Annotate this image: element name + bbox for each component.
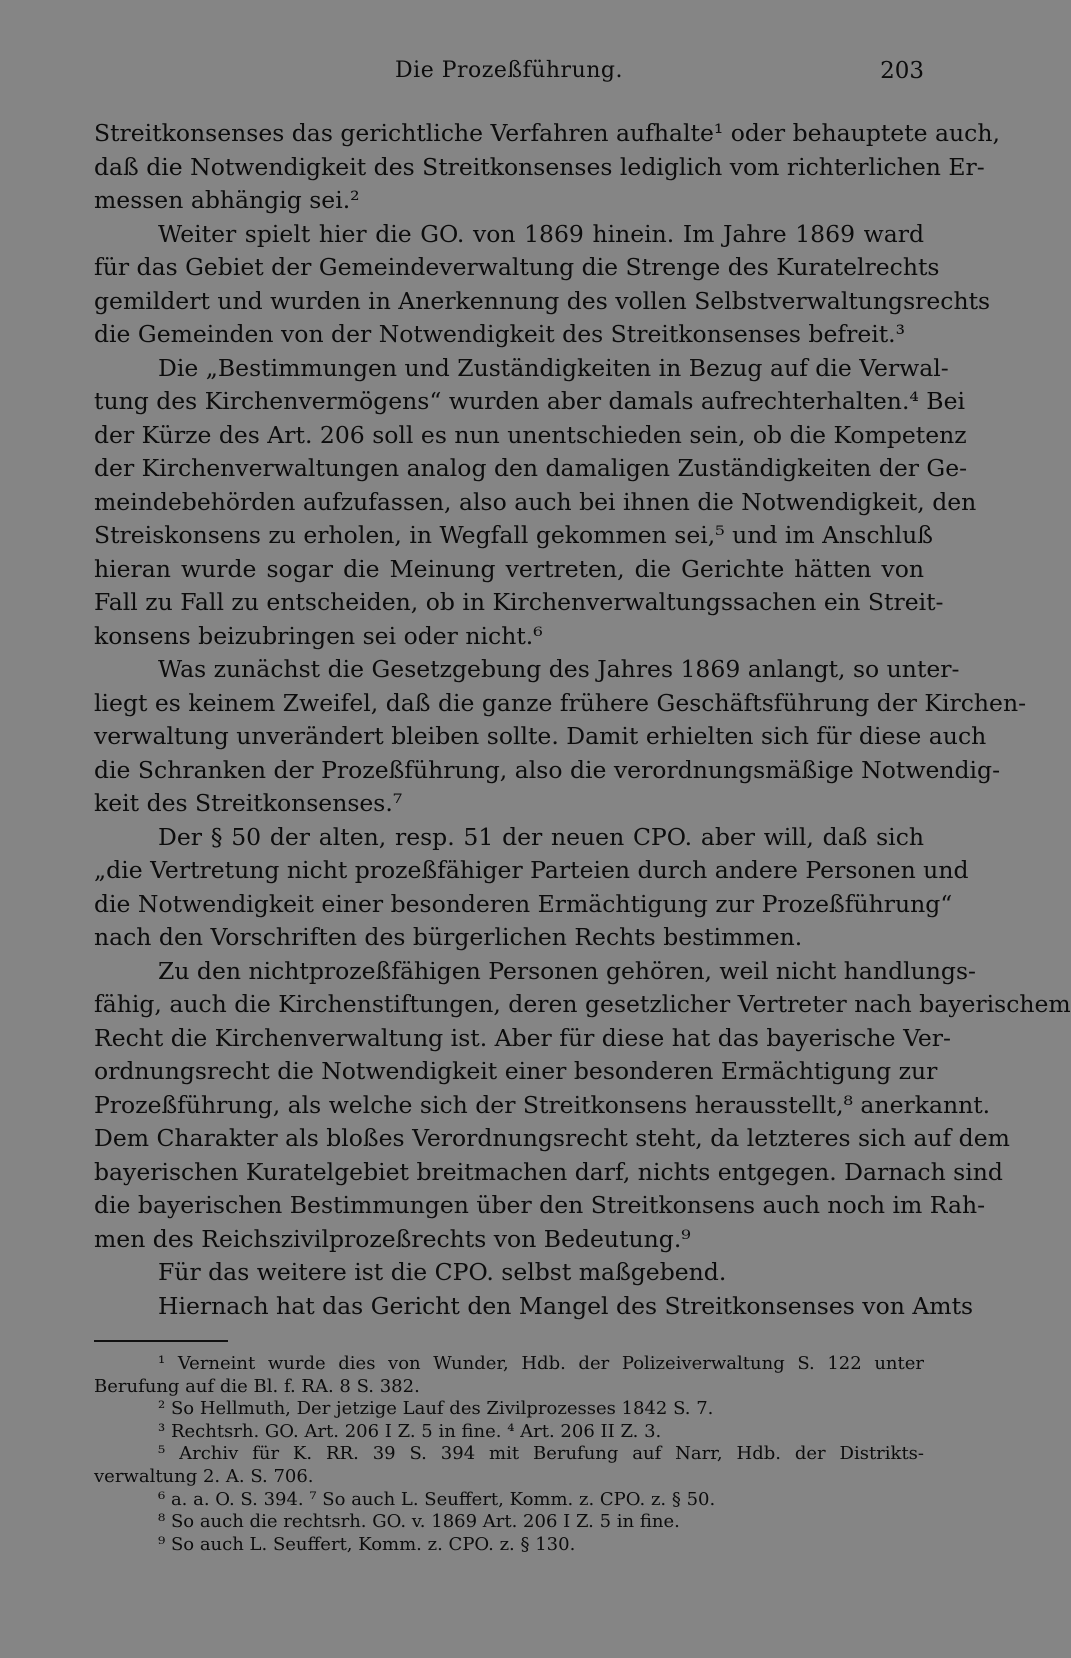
footnote-line: verwaltung 2. A. S. 706. bbox=[94, 1465, 314, 1487]
page-header bbox=[94, 58, 924, 92]
text-line: fähig, auch die Kirchenstiftungen, deren gesetzlicher Vertreter nach bayerischem bbox=[94, 990, 1071, 1018]
text-line: Streiskonsens zu erholen, in Wegfall gekommen sei,⁵ und im Anschluß bbox=[94, 521, 933, 549]
footnotes bbox=[94, 1353, 924, 1556]
footnote-separator bbox=[94, 1340, 228, 1342]
text-line: nach den Vorschriften des bürgerlichen Rechts bestimmen. bbox=[94, 923, 803, 951]
text-line: meindebehörden aufzufassen, also auch bei ihnen die Notwendigkeit, den bbox=[94, 487, 977, 516]
text-line: der Kürze des Art. 206 soll es nun unentschieden sein, ob die Kompetenz bbox=[94, 420, 967, 449]
text-line: Für das weitere ist die CPO. selbst maßgebend. bbox=[158, 1258, 727, 1286]
text-line: die Notwendigkeit einer besonderen Ermächtigung zur Prozeßführung“ bbox=[94, 889, 953, 918]
text-line: der Kirchenverwaltungen analog den damaligen Zuständigkeiten der Ge- bbox=[94, 454, 968, 482]
text-line: konsens beizubringen sei oder nicht.⁶ bbox=[94, 621, 543, 650]
footnote-line: ³ Rechtsrh. GO. Art. 206 I Z. 5 in fine. ⁴ Art. 206 II Z. 3. bbox=[158, 1420, 662, 1442]
text-line: Hiernach hat das Gericht den Mangel des Streitkonsenses von Amts bbox=[158, 1291, 974, 1320]
text-line: Was zunächst die Gesetzgebung des Jahres 1869 anlangt, so unter- bbox=[158, 655, 960, 683]
page-number: 203 bbox=[880, 58, 924, 84]
text-line: Zu den nichtprozeßfähigen Personen gehören, weil nicht handlungs- bbox=[158, 956, 976, 985]
text-line: Dem Charakter als bloßes Verordnungsrecht steht, da letzteres sich auf dem bbox=[94, 1124, 1010, 1152]
text-line: Weiter spielt hier die GO. von 1869 hinein. Im Jahre 1869 ward bbox=[158, 219, 924, 248]
text-line: Streitkonsenses das gerichtliche Verfahren aufhalte¹ oder behauptete auch, bbox=[94, 119, 1000, 147]
text-line: men des Reichszivilprozeßrechts von Bedeutung.⁹ bbox=[94, 1224, 691, 1253]
text-line: messen abhängig sei.² bbox=[94, 186, 360, 214]
text-line: Prozeßführung, als welche sich der Streitkonsens herausstellt,⁸ anerkannt. bbox=[94, 1090, 991, 1119]
footnote-line: ⁸ So auch die rechtsrh. GO. v. 1869 Art. 206 I Z. 5 in fine. bbox=[158, 1511, 680, 1533]
text-line: daß die Notwendigkeit des Streitkonsenses lediglich vom richterlichen Er- bbox=[94, 152, 985, 181]
footnote-line: ¹ Verneint wurde dies von Wunder, Hdb. der Polizeiverwaltung S. 122 unter bbox=[158, 1353, 924, 1374]
text-line: die Gemeinden von der Notwendigkeit des Streitkonsenses befreit.³ bbox=[94, 320, 906, 348]
footnote-line: ² So Hellmuth, Der jetzige Lauf des Zivilprozesses 1842 S. 7. bbox=[158, 1398, 714, 1420]
footnote-line: ⁹ So auch L. Seuffert, Komm. z. CPO. z. § 130. bbox=[158, 1533, 576, 1555]
text-line: liegt es keinem Zweifel, daß die ganze frühere Geschäftsführung der Kirchen- bbox=[94, 688, 1027, 717]
text-line: gemildert und wurden in Anerkennung des vollen Selbstverwaltungsrechts bbox=[94, 286, 991, 315]
text-line: die bayerischen Bestimmungen über den Streitkonsens auch noch im Rah- bbox=[94, 1191, 986, 1219]
text-line: hieran wurde sogar die Meinung vertreten, die Gerichte hätten von bbox=[94, 554, 924, 583]
footnote-line: ⁵ Archiv für K. RR. 39 S. 394 mit Berufung auf Narr, Hdb. der Distrikts- bbox=[158, 1443, 924, 1465]
body-text bbox=[94, 117, 1071, 1323]
text-line: verwaltung unverändert bleiben sollte. Damit erhielten sich für diese auch bbox=[94, 722, 987, 750]
text-line: Die „Bestimmungen und Zuständigkeiten in Bezug auf die Verwal- bbox=[158, 353, 949, 382]
text-line: Der § 50 der alten, resp. 51 der neuen CPO. aber will, daß sich bbox=[158, 822, 924, 851]
text-line: keit des Streitkonsenses.⁷ bbox=[94, 789, 403, 817]
footnote-line: Berufung auf die Bl. f. RA. 8 S. 382. bbox=[94, 1375, 420, 1397]
text-line: für das Gebiet der Gemeindeverwaltung die Strenge des Kuratelrechts bbox=[94, 253, 940, 281]
text-line: Recht die Kirchenverwaltung ist. Aber für diese hat das bayerische Ver- bbox=[94, 1023, 951, 1052]
text-line: bayerischen Kuratelgebiet breitmachen darf, nichts entgegen. Darnach sind bbox=[94, 1157, 1003, 1186]
text-line: tung des Kirchenvermögens“ wurden aber damals aufrechterhalten.⁴ Bei bbox=[94, 387, 965, 415]
text-line: ordnungsrecht die Notwendigkeit einer besonderen Ermächtigung zur bbox=[94, 1057, 938, 1085]
footnote-line: ⁶ a. a. O. S. 394. ⁷ So auch L. Seuffert, Komm. z. CPO. z. § 50. bbox=[158, 1488, 716, 1510]
running-title: Die Prozeßführung. bbox=[395, 58, 623, 83]
text-line: „die Vertretung nicht prozeßfähiger Parteien durch andere Personen und bbox=[94, 856, 969, 884]
text-line: Fall zu Fall zu entscheiden, ob in Kirchenverwaltungssachen ein Streit- bbox=[94, 588, 944, 616]
text-line: die Schranken der Prozeßführung, also die verordnungsmäßige Notwendig- bbox=[94, 755, 1001, 784]
